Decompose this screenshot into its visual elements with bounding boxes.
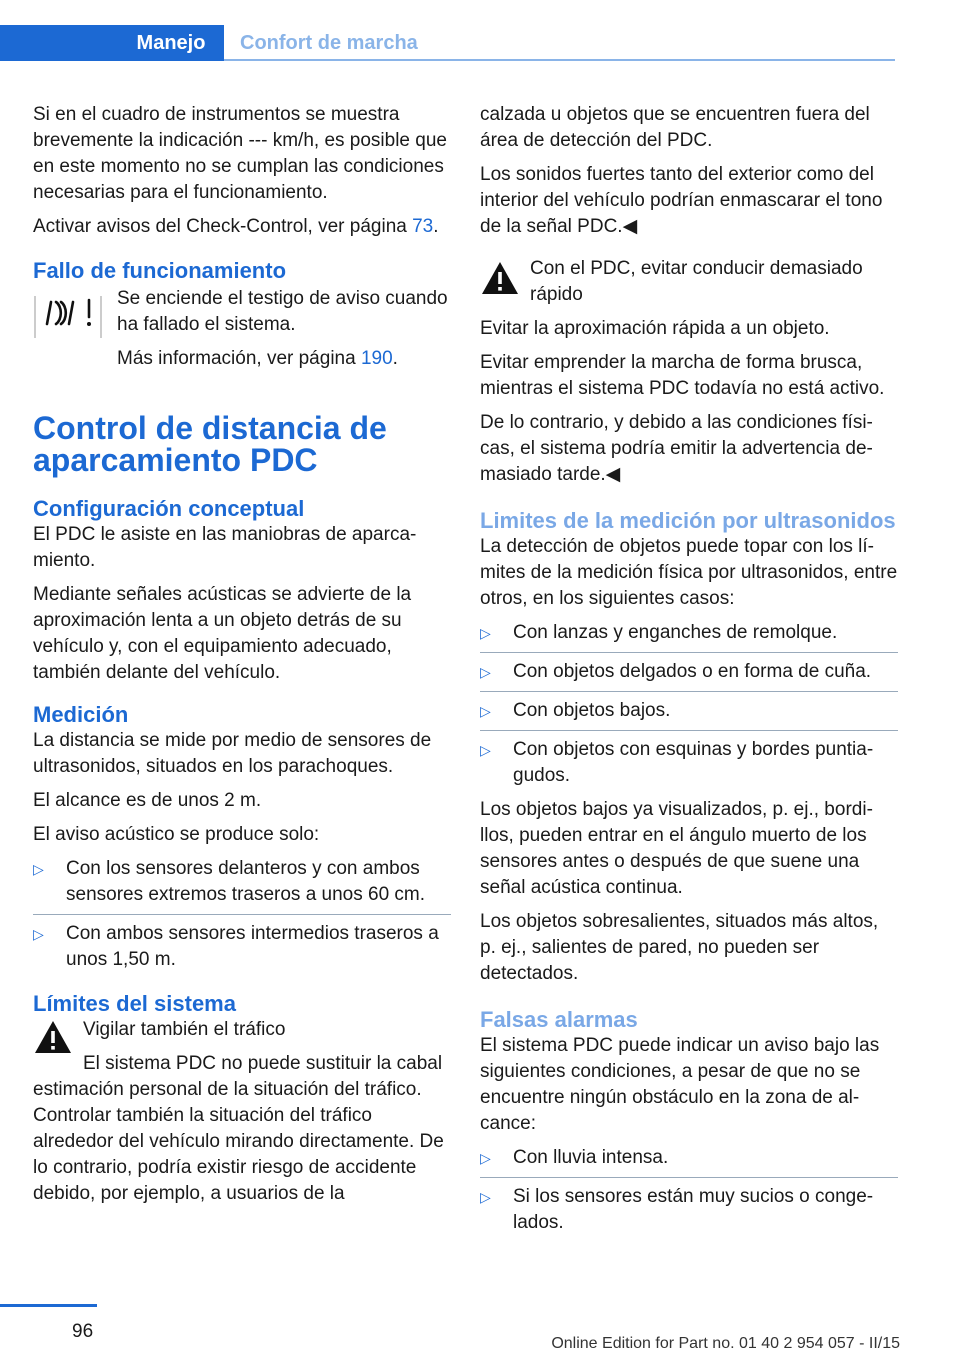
list-item: ▷ Con objetos bajos. [480, 698, 898, 731]
warning-triangle-icon [33, 1019, 73, 1063]
list-item: ▷ Si los sensores están muy sucios o congelados. [480, 1186, 874, 1233]
heading-limites: Límites del sistema [33, 991, 236, 1016]
paragraph: Si en el cuadro de instrumentos se muestra brevemente la indicación --- km/h, es posible que en este momento no se cumplan las condiciones necesarias para el funcionamiento. [33, 104, 447, 203]
heading-control-distancia: Control de distancia de aparcamiento PDC [33, 410, 387, 478]
page-number: 96 [72, 1321, 94, 1342]
header-rule [224, 59, 895, 61]
heading-fallo: Fallo de funcionamiento [33, 258, 287, 283]
list-item: ▷ Con lluvia intensa. [480, 1145, 898, 1178]
footer-bar [0, 1304, 97, 1307]
paragraph: Evitar emprender la marcha de forma brusca, mientras el sistema PDC todavía no está activo. [480, 352, 885, 399]
triangle-right-icon: ▷ [480, 625, 491, 641]
paragraph: El aviso acústico se produce solo: [33, 824, 320, 845]
warning-text: El sistema PDC no puede sustituir la cabal estimación personal de la situación del tráfico. Controlar también la situación del tráfico alrededor del vehículo mirando directamente. De lo contrario, podría existir riesgo de accidente debido, por ejemplo, a usuarios de la [33, 1053, 444, 1204]
list-item: ▷ Con los sensores delanteros y con ambos sensores extremos traseros a unos 60 cm. [33, 856, 451, 915]
paragraph: Evitar la aproximación rápida a un objeto. [480, 318, 830, 339]
warning-title: Con el PDC, evitar conducir demasiado rápido [530, 258, 863, 305]
list-item: ▷ Con ambos sensores intermedios traseros a unos 1,50 m. [33, 923, 439, 970]
tab-manejo[interactable]: Manejo [118, 25, 224, 61]
paragraph: Los sonidos fuertes tanto del exterior como del interior del vehículo podrían enmascarar el tono de la señal PDC.◀ [480, 164, 883, 237]
paragraph: La distancia se mide por medio de sensores de ultrasonidos, situados en los parachoques. [33, 730, 432, 777]
right-column [480, 102, 898, 1244]
list-item: ▷ Con objetos delgados o en forma de cuña. [480, 659, 898, 692]
warning-triangle-icon [480, 260, 520, 304]
paragraph: El alcance es de unos 2 m. [33, 790, 262, 811]
page-header [0, 25, 895, 63]
paragraph: La detección de objetos puede topar con los límites de la medición física por ultrasonidos, entre otros, en los siguientes casos: [480, 536, 898, 609]
left-column [33, 102, 451, 1215]
triangle-right-icon: ▷ [480, 703, 491, 719]
list-item: ▷ Con objetos con esquinas y bordes puntiagudos. [480, 739, 874, 786]
heading-falsas-alarmas: Falsas alarmas [480, 1007, 638, 1032]
pdc-fault-indicator-icon [33, 294, 105, 348]
paragraph: calzada u objetos que se encuentren fuera del área de detección del PDC. [480, 104, 870, 151]
triangle-right-icon: ▷ [480, 1189, 491, 1205]
tab-confort-de-marcha[interactable]: Confort de marcha [240, 32, 418, 54]
list-item: ▷ Con lanzas y enganches de remolque. [480, 620, 898, 653]
heading-medicion: Medición [33, 702, 129, 727]
triangle-right-icon: ▷ [480, 1150, 491, 1166]
falsas-list [480, 1145, 898, 1236]
paragraph: Mediante señales acústicas se advierte de la aproximación lenta a un objeto detrás de su vehículo y, con el equipamiento adecuado, también delante del vehículo. [33, 584, 412, 683]
triangle-right-icon: ▷ [480, 742, 491, 758]
paragraph: Más información, ver página 190. [117, 348, 398, 369]
ultrasonidos-list [480, 620, 898, 789]
triangle-right-icon: ▷ [480, 664, 491, 680]
warning-block [480, 256, 898, 308]
paragraph: De lo contrario, y debido a las condiciones físicas, el sistema podría emitir la advertencia demasiado tarde.◀ [480, 412, 873, 485]
paragraph: Los objetos sobresalientes, situados más altos, p. ej., salientes de pared, no pueden ser detectados. [480, 911, 879, 984]
header-bar [0, 25, 118, 61]
paragraph: Activar avisos del Check-Control, ver página 73. [33, 216, 439, 237]
triangle-right-icon: ▷ [33, 926, 44, 942]
paragraph: El sistema PDC puede indicar un aviso bajo las siguientes condiciones, a pesar de que no se encuentre ningún obstáculo en la zona de alcance: [480, 1035, 880, 1134]
warning-block [33, 1017, 451, 1043]
warning-title: Vigilar también el tráfico [83, 1019, 286, 1040]
heading-ultrasonidos: Limites de la medición por ultrasonidos [480, 508, 896, 533]
fault-block [33, 286, 451, 372]
heading-config: Configuración conceptual [33, 496, 305, 521]
paragraph: Los objetos bajos ya visualizados, p. ej., bordillos, pueden entrar en el ángulo muerto de los sensores antes o después de que suene una señal acústica continua. [480, 799, 873, 898]
paragraph: El PDC le asiste en las maniobras de aparcamiento. [33, 524, 417, 571]
triangle-right-icon: ▷ [33, 861, 44, 877]
page-link[interactable]: 73 [412, 216, 434, 237]
paragraph: Se enciende el testigo de aviso cuando ha fallado el sistema. [117, 288, 448, 335]
page-link[interactable]: 190 [360, 348, 393, 369]
edition-text: Online Edition for Part no. 01 40 2 954 057 - II/15 [551, 1335, 900, 1352]
medicion-list [33, 856, 451, 973]
